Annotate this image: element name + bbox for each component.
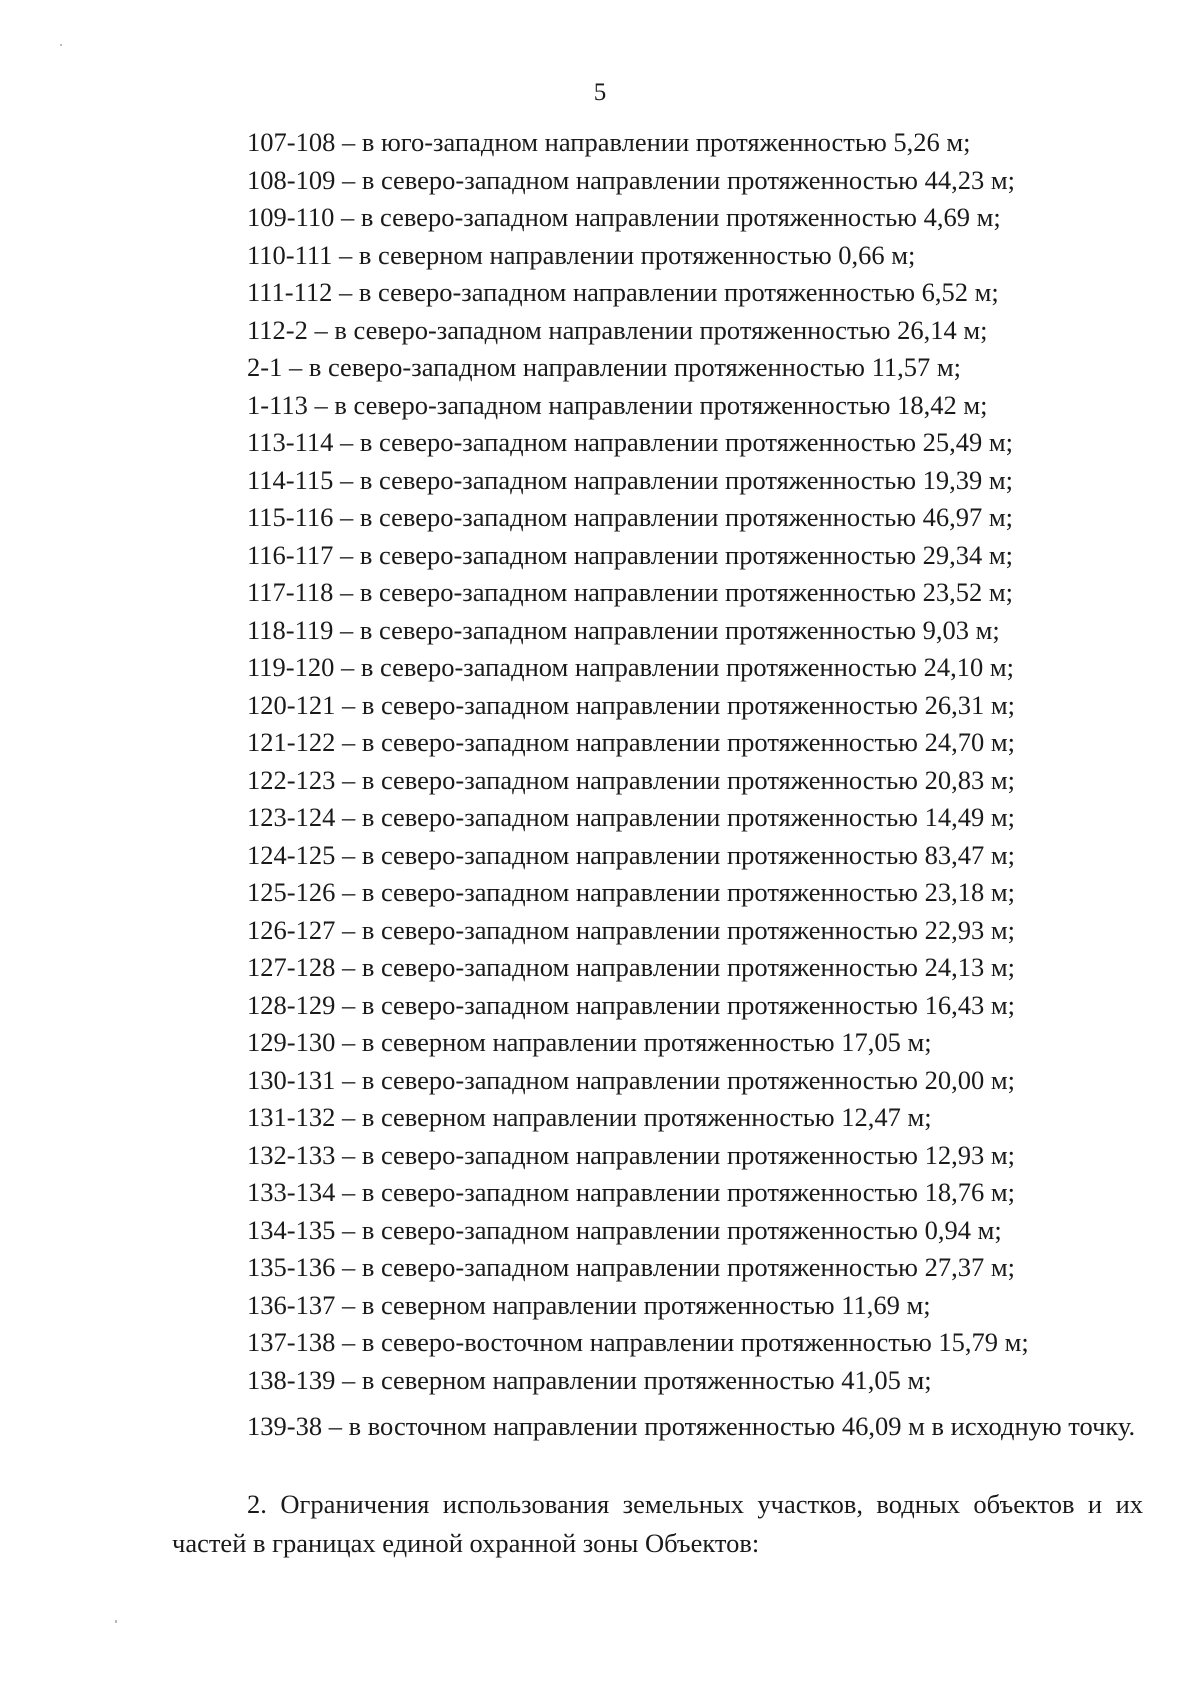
boundary-segment-line: 135-136 – в северо-западном направлении протяженностью 27,37 м; [247, 1252, 1015, 1282]
boundary-segment-line: 110-111 – в северном направлении протяженностью 0,66 м; [247, 239, 916, 270]
boundary-segment-line: 134-135 – в северо-западном направлении протяженностью 0,94 м; [247, 1214, 1002, 1245]
closing-segment-paragraph: 139-38 – в восточном направлении протяженностью 46,09 м в исходную точку. [247, 1411, 1136, 1441]
boundary-segment-line: 130-131 – в северо-западном направлении протяженностью 20,00 м; [247, 1064, 1015, 1095]
boundary-segment-line: 111-112 – в северо-западном направлении протяженностью 6,52 м; [247, 277, 999, 307]
boundary-segment-line: 2-1 – в северо-западном направлении протяженностью 11,57 м; [247, 352, 961, 382]
scan-speck [60, 44, 62, 46]
boundary-segment-line: 109-110 – в северо-западном направлении протяженностью 4,69 м; [247, 202, 1001, 232]
boundary-segment-line: 137-138 – в северо-восточном направлении протяженностью 15,79 м; [247, 1327, 1029, 1357]
boundary-segment-line: 138-139 – в северном направлении протяженностью 41,05 м; [247, 1364, 932, 1395]
boundary-segment-line: 114-115 – в северо-западном направлении протяженностью 19,39 м; [247, 464, 1014, 495]
boundary-segment-line: 133-134 – в северо-западном направлении протяженностью 18,76 м; [247, 1177, 1015, 1207]
boundary-segment-line: 116-117 – в северо-западном направлении протяженностью 29,34 м; [247, 539, 1014, 570]
boundary-segment-line: 131-132 – в северном направлении протяженностью 12,47 м; [247, 1102, 932, 1132]
boundary-segment-line: 121-122 – в северо-западном направлении протяженностью 24,70 м; [247, 727, 1015, 757]
page-number: 5 [593, 79, 607, 106]
boundary-segment-line: 128-129 – в северо-западном направлении протяженностью 16,43 м; [247, 989, 1015, 1020]
boundary-segment-line: 126-127 – в северо-западном направлении протяженностью 22,93 м; [247, 914, 1015, 945]
boundary-segment-line: 125-126 – в северо-западном направлении протяженностью 23,18 м; [247, 877, 1015, 907]
section-2-paragraph: 2. Ограничения использования земельных участков, водных объектов и их частей в границах единой охранной зоны Объектов: [172, 1489, 1143, 1558]
boundary-segment-line: 118-119 – в северо-западном направлении протяженностью 9,03 м; [247, 614, 1000, 645]
boundary-segment-line: 129-130 – в северном направлении протяженностью 17,05 м; [247, 1027, 932, 1057]
boundary-segment-line: 132-133 – в северо-западном направлении протяженностью 12,93 м; [247, 1139, 1015, 1170]
boundary-segment-line: 108-109 – в северо-западном направлении протяженностью 44,23 м; [247, 164, 1015, 195]
boundary-segment-list [247, 124, 1029, 1399]
boundary-segment-line: 1-113 – в северо-западном направлении протяженностью 18,42 м; [247, 389, 988, 420]
boundary-segment-line: 122-123 – в северо-западном направлении протяженностью 20,83 м; [247, 764, 1015, 795]
boundary-segment-line: 119-120 – в северо-западном направлении протяженностью 24,10 м; [247, 652, 1014, 682]
boundary-segment-line: 112-2 – в северо-западном направлении протяженностью 26,14 м; [247, 314, 988, 345]
scan-speck [115, 1620, 117, 1623]
boundary-segment-line: 124-125 – в северо-западном направлении протяженностью 83,47 м; [247, 839, 1015, 870]
boundary-segment-line: 123-124 – в северо-западном направлении протяженностью 14,49 м; [247, 802, 1015, 832]
boundary-segment-line: 136-137 – в северном направлении протяженностью 11,69 м; [247, 1289, 931, 1320]
boundary-segment-line: 117-118 – в северо-западном направлении протяженностью 23,52 м; [247, 577, 1014, 607]
boundary-segment-line: 107-108 – в юго-западном направлении протяженностью 5,26 м; [247, 127, 971, 157]
boundary-segment-line: 127-128 – в северо-западном направлении протяженностью 24,13 м; [247, 952, 1015, 982]
boundary-segment-line: 115-116 – в северо-западном направлении протяженностью 46,97 м; [247, 502, 1014, 532]
boundary-segment-line: 113-114 – в северо-западном направлении протяженностью 25,49 м; [247, 427, 1014, 457]
boundary-segment-line: 120-121 – в северо-западном направлении протяженностью 26,31 м; [247, 689, 1015, 720]
